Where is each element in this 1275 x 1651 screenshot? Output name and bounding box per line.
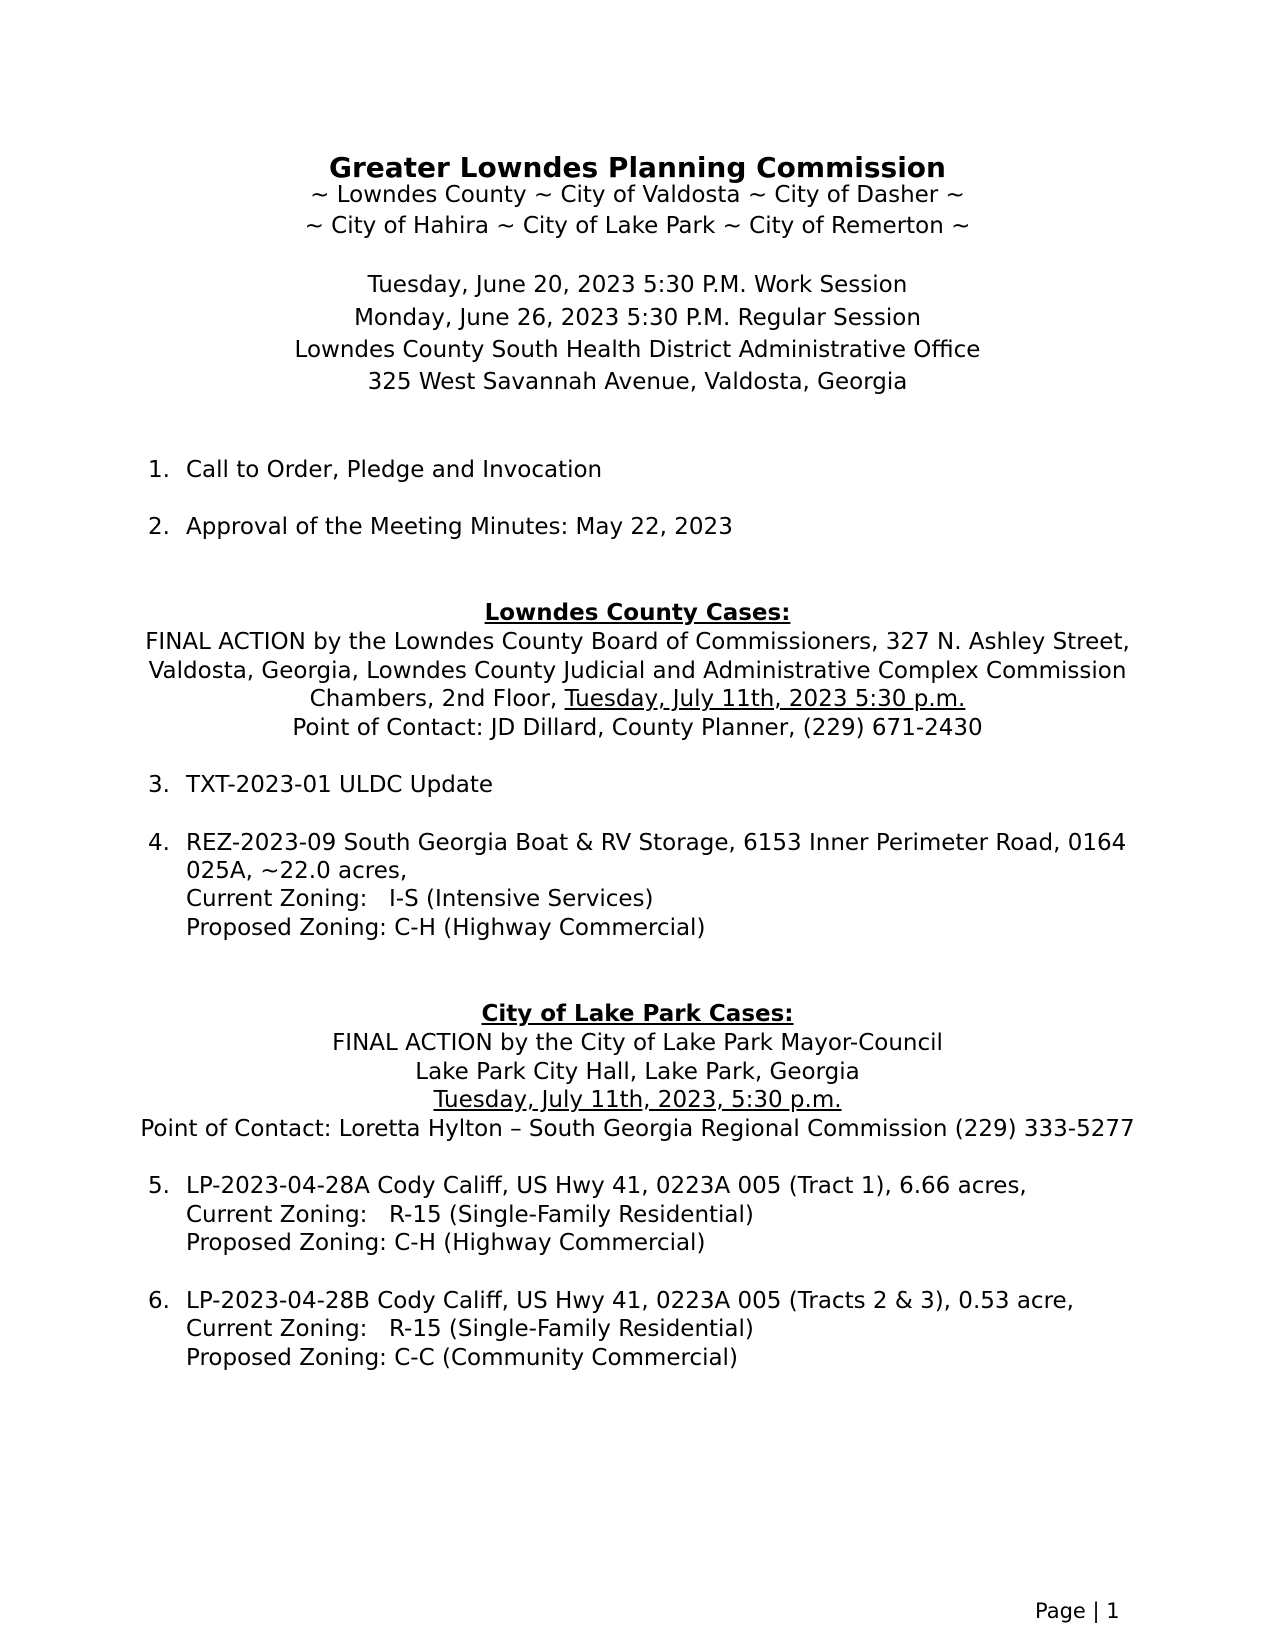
agenda-item-1 [148, 455, 1148, 485]
item-6-current-zoning [186, 1314, 754, 1344]
meeting-address: 325 West Savannah Avenue, Valdosta, Georgia [367, 369, 908, 395]
item-text: LP-2023-04-28B Cody Califf, US Hwy 41, 0223A 005 (Tracts 2 & 3), 0.53 acre, [186, 1288, 1074, 1314]
lowndes-final-action-date: Tuesday, July 11th, 2023 5:30 p.m. [564, 686, 966, 712]
lowndes-final-action-line-3 [0, 684, 1275, 714]
item-6-proposed-zoning [186, 1343, 738, 1373]
item-number: 3. [148, 772, 170, 798]
lowndes-location-text: Chambers, 2nd Floor, [309, 686, 565, 712]
item-4-text-continued: 025A, ~22.0 acres, [186, 858, 408, 884]
item-5-current-zoning [186, 1200, 754, 1230]
regular-session-date: Monday, June 26, 2023 5:30 P.M. Regular Session [354, 305, 921, 331]
current-zoning-label: Current Zoning: [186, 1202, 368, 1228]
current-zoning-label: Current Zoning: [186, 1316, 368, 1342]
agenda-item-4 [148, 828, 1148, 858]
proposed-zoning-label: Proposed Zoning: [186, 1230, 387, 1256]
item-number: 4. [148, 830, 170, 856]
proposed-zoning-label: Proposed Zoning: [186, 915, 387, 941]
proposed-zoning-value: C-H (Highway Commercial) [394, 915, 706, 941]
item-4-proposed-zoning [186, 913, 705, 943]
lakepark-final-action-line-1: FINAL ACTION by the City of Lake Park Mayor-Council [332, 1030, 943, 1056]
item-text: TXT-2023-01 ULDC Update [186, 772, 494, 798]
proposed-zoning-value: C-C (Community Commercial) [394, 1345, 738, 1371]
agenda-item-6 [148, 1286, 1148, 1316]
item-text: Approval of the Meeting Minutes: May 22, 2023 [186, 514, 733, 540]
current-zoning-value: R-15 (Single-Family Residential) [389, 1316, 754, 1342]
agenda-item-5 [148, 1171, 1148, 1201]
agenda-item-2 [148, 512, 1148, 542]
lowndes-final-action-line-1: FINAL ACTION by the Lowndes County Board of Commissioners, 327 N. Ashley Street, [145, 629, 1130, 655]
item-4-current-zoning [186, 884, 653, 914]
item-number: 5. [148, 1173, 170, 1199]
lakepark-final-action-date-line [0, 1085, 1275, 1115]
item-text: REZ-2023-09 South Georgia Boat & RV Storage, 6153 Inner Perimeter Road, 0164 [186, 830, 1127, 856]
agenda-item-3 [148, 770, 1148, 800]
current-zoning-value: R-15 (Single-Family Residential) [389, 1202, 754, 1228]
lakepark-final-action-date: Tuesday, July 11th, 2023, 5:30 p.m. [433, 1087, 842, 1113]
proposed-zoning-value: C-H (Highway Commercial) [394, 1230, 706, 1256]
lakepark-point-of-contact: Point of Contact: Loretta Hylton – South Georgia Regional Commission (229) 333-5277 [140, 1116, 1135, 1142]
meeting-venue: Lowndes County South Health District Administrative Office [294, 337, 981, 363]
item-number: 1. [148, 457, 170, 483]
work-session-date: Tuesday, June 20, 2023 5:30 P.M. Work Session [367, 272, 908, 298]
item-text: Call to Order, Pledge and Invocation [186, 457, 603, 483]
jurisdictions-line-2: ~ City of Hahira ~ City of Lake Park ~ City of Remerton ~ [304, 213, 971, 239]
lowndes-point-of-contact: Point of Contact: JD Dillard, County Planner, (229) 671-2430 [292, 715, 983, 741]
item-5-proposed-zoning [186, 1228, 705, 1258]
current-zoning-value: I-S (Intensive Services) [389, 886, 654, 912]
page-number: Page | 1 [1035, 1599, 1120, 1623]
item-number: 6. [148, 1288, 170, 1314]
item-text: LP-2023-04-28A Cody Califf, US Hwy 41, 0223A 005 (Tract 1), 6.66 acres, [186, 1173, 1027, 1199]
lakepark-cases-heading: City of Lake Park Cases: [481, 1001, 794, 1027]
lakepark-final-action-line-2: Lake Park City Hall, Lake Park, Georgia [415, 1059, 860, 1085]
lowndes-final-action-line-2: Valdosta, Georgia, Lowndes County Judicial and Administrative Complex Commission [148, 658, 1127, 684]
current-zoning-label: Current Zoning: [186, 886, 368, 912]
proposed-zoning-label: Proposed Zoning: [186, 1345, 387, 1371]
document-title: Greater Lowndes Planning Commission [329, 151, 946, 184]
lowndes-cases-heading: Lowndes County Cases: [484, 600, 791, 626]
item-number: 2. [148, 514, 170, 540]
jurisdictions-line-1: ~ Lowndes County ~ City of Valdosta ~ City of Dasher ~ [310, 182, 965, 208]
